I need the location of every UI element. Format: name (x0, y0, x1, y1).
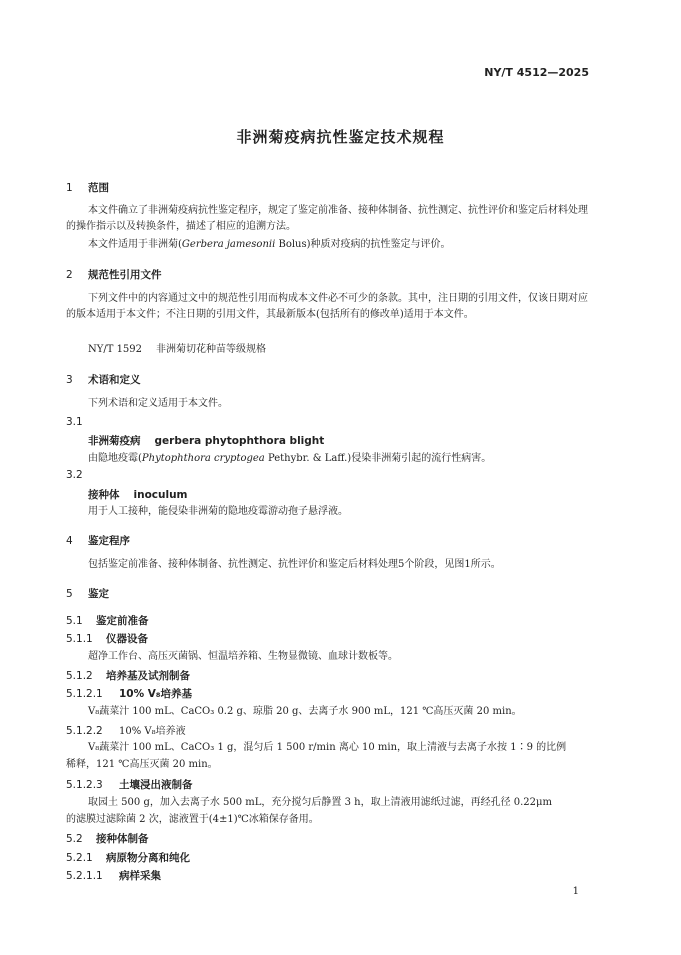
section-number: 5.1.2 (66, 670, 93, 682)
section-number: 5.1 (66, 615, 83, 627)
section-5-1-1-paragraph: 超净工作台、高压灭菌锅、恒温培养箱、生物显微镜、血球计数板等。 (88, 651, 398, 662)
term-en: gerbera phytophthora blight (154, 435, 325, 447)
term-3-2-entry (88, 487, 188, 502)
standard-number: NY/T 4512—2025 (484, 66, 589, 79)
page-number: 1 (572, 886, 579, 897)
term-zh: 接种体 (88, 489, 120, 501)
text-run: 由隐地疫霉( (88, 453, 142, 464)
term-3-1-definition (88, 451, 491, 467)
term-3-1-entry (88, 433, 324, 448)
section-5-1-2-1-heading (66, 686, 192, 701)
section-1-paragraph-1: 本文件确立了非洲菊疫病抗性鉴定程序，规定了鉴定前准备、接种体制备、抗性测定、抗性评价和鉴定后材料处理的操作指示以及转换条件，描述了相应的追溯方法。 (66, 205, 588, 232)
section-title: 10% V₈培养基 (119, 688, 193, 700)
section-5-1-2-2-heading (66, 722, 186, 737)
section-title: 鉴定程序 (88, 535, 130, 547)
section-4-paragraph-1: 包括鉴定前准备、接种体制备、抗性测定、抗性评价和鉴定后材料处理5个阶段，见图1所示。 (88, 559, 501, 570)
normative-reference (88, 342, 266, 358)
section-3-paragraph-1: 下列术语和定义适用于本文件。 (88, 398, 228, 409)
section-title: 仪器设备 (106, 633, 148, 645)
text-run: 本文件适用于非洲菊( (88, 239, 182, 250)
term-en: inoculum (133, 489, 188, 501)
section-5-1-2-1-paragraph: V₈蔬菜汁 100 mL、CaCO₃ 0.2 g、琼脂 20 g、去离子水 900 mL，121 ℃高压灭菌 20 min。 (88, 706, 522, 717)
section-title: 10% V₈培养液 (119, 726, 186, 737)
section-number: 5.1.2.2 (66, 725, 103, 737)
section-number: 5.2 (66, 833, 83, 845)
section-5-1-heading (66, 613, 149, 628)
section-number: 3 (66, 374, 73, 386)
section-title: 病样采集 (119, 870, 161, 882)
section-5-2-1-heading (66, 850, 190, 865)
section-title: 范围 (88, 182, 109, 194)
section-1-paragraph-2 (88, 237, 451, 253)
reference-title: 非洲菊切花种苗等级规格 (156, 344, 267, 355)
document-title: 非洲菊疫病抗性鉴定技术规程 (236, 128, 445, 146)
section-3-heading (66, 372, 141, 387)
section-number: 5.2.1.1 (66, 870, 103, 882)
section-5-2-1-1-heading (66, 868, 161, 883)
section-number: 1 (66, 182, 73, 194)
section-5-1-2-3-heading (66, 777, 193, 792)
reference-code: NY/T 1592 (88, 344, 143, 355)
section-5-1-2-2-paragraph-line-2: 稀释，121 ℃高压灭菌 20 min。 (66, 759, 218, 770)
section-title: 病原物分离和纯化 (106, 852, 190, 864)
section-2-heading (66, 267, 162, 282)
section-title: 土壤浸出液制备 (119, 779, 193, 791)
term-3-2-number: 3.2 (66, 469, 83, 481)
section-5-heading (66, 586, 109, 601)
term-3-1-number: 3.1 (66, 416, 83, 428)
section-title: 培养基及试剂制备 (106, 670, 190, 682)
section-5-1-2-heading (66, 668, 190, 683)
section-number: 2 (66, 269, 73, 281)
term-3-2-definition: 用于人工接种，能侵染非洲菊的隐地疫霉游动孢子悬浮液。 (88, 506, 348, 517)
section-number: 5.1.2.1 (66, 688, 103, 700)
section-number: 5.2.1 (66, 852, 93, 864)
section-5-1-2-3-paragraph-line-1: 取园土 500 g，加入去离子水 500 mL，充分搅匀后静置 3 h，取上清液用滤纸过滤，再经孔径 0.22μm (88, 797, 552, 808)
text-run: Bolus)种质对疫病的抗性鉴定与评价。 (275, 239, 451, 250)
section-title: 鉴定 (88, 588, 109, 600)
section-2-paragraph-1: 下列文件中的内容通过文中的规范性引用而构成本文件必不可少的条款。其中，注日期的引用文件，仅该日期对应的版本适用于本文件；不注日期的引用文件，其最新版本(包括所有的修改单)适用于本文件。 (66, 293, 588, 320)
section-5-2-heading (66, 831, 149, 846)
section-number: 5.1.2.3 (66, 779, 103, 791)
term-zh: 非洲菊疫病 (88, 435, 141, 447)
scientific-name: Gerbera jamesonii (181, 239, 276, 250)
scientific-name: Phytophthora cryptogea (141, 453, 265, 464)
section-4-heading (66, 533, 130, 548)
section-number: 5.1.1 (66, 633, 93, 645)
section-title: 术语和定义 (88, 374, 141, 386)
section-1-heading (66, 180, 109, 195)
text-run: Pethybr. & Laff.)侵染非洲菊引起的流行性病害。 (264, 453, 492, 464)
section-number: 4 (66, 535, 73, 547)
section-title: 鉴定前准备 (96, 615, 149, 627)
section-5-1-1-heading (66, 631, 148, 646)
section-title: 规范性引用文件 (88, 269, 162, 281)
section-title: 接种体制备 (96, 833, 149, 845)
section-5-1-2-2-paragraph-line-1: V₈蔬菜汁 100 mL、CaCO₃ 1 g，混匀后 1 500 r/min 离心 10 min，取上清液与去离子水按 1∶9 的比例 (88, 742, 567, 753)
section-5-1-2-3-paragraph-line-2: 的滤膜过滤除菌 2 次，滤液置于(4±1)℃冰箱保存备用。 (66, 814, 319, 825)
section-number: 5 (66, 588, 73, 600)
